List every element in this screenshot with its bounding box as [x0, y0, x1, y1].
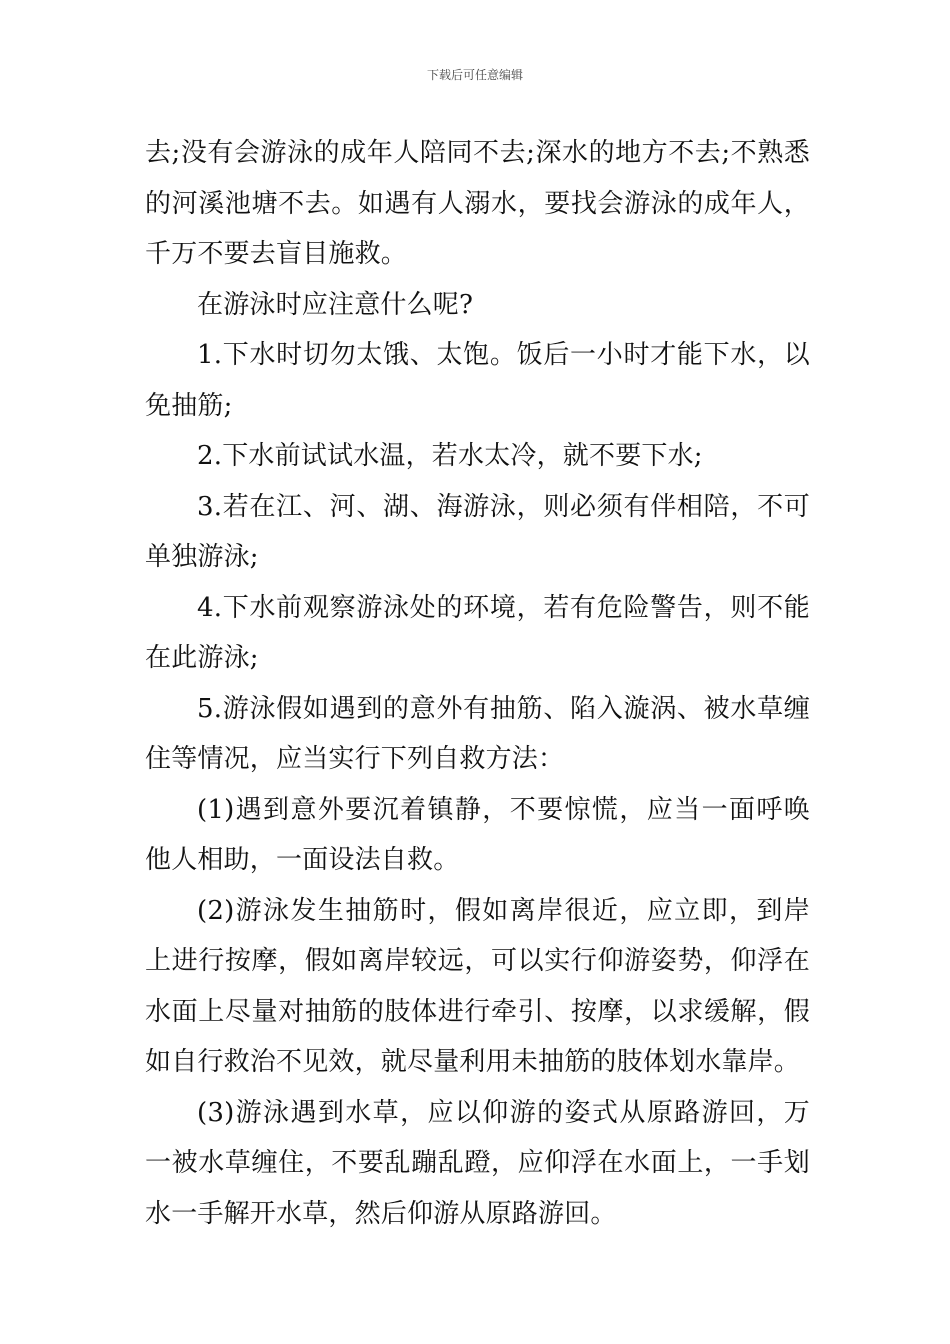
paragraph-item-1: 1.下水时切勿太饿、太饱。饭后一小时才能下水，以免抽筋;	[145, 340, 810, 421]
paragraph-question: 在游泳时应注意什么呢?	[197, 289, 474, 320]
paragraph-item-5: 5.游泳假如遇到的意外有抽筋、陷入漩涡、被水草缠住等情况，应当实行下列自救方法：	[145, 693, 810, 774]
paragraph-continuation: 去;没有会游泳的成年人陪同不去;深水的地方不去;不熟悉的河溪池塘不去。如遇有人溺水，要找会游泳的成年人，千万不要去盲目施救。	[145, 138, 810, 269]
header-note: 下载后可任意编辑	[426, 68, 523, 82]
document-body	[145, 128, 810, 1239]
paragraph-subitem-2: (2)游泳发生抽筋时，假如离岸很近，应立即，到岸上进行按摩，假如离岸较远，可以实行仰游姿势，仰浮在水面上尽量对抽筋的肢体进行牵引、按摩，以求缓解，假如自行救治不见效，就尽量利用未抽筋的肢体划水靠岸。	[145, 895, 810, 1077]
paragraph-subitem-1: (1)遇到意外要沉着镇静，不要惊慌，应当一面呼唤他人相助，一面设法自救。	[145, 794, 810, 875]
paragraph-subitem-3: (3)游泳遇到水草，应以仰游的姿式从原路游回，万一被水草缠住，不要乱蹦乱蹬，应仰浮在水面上，一手划水一手解开水草，然后仰游从原路游回。	[145, 1097, 810, 1229]
paragraph-item-4: 4.下水前观察游泳处的环境，若有危险警告，则不能在此游泳;	[145, 592, 810, 673]
paragraph-item-2: 2.下水前试试水温，若水太冷，就不要下水;	[197, 441, 703, 471]
paragraph-item-3: 3.若在江、河、湖、海游泳，则必须有伴相陪，不可单独游泳;	[145, 491, 810, 572]
